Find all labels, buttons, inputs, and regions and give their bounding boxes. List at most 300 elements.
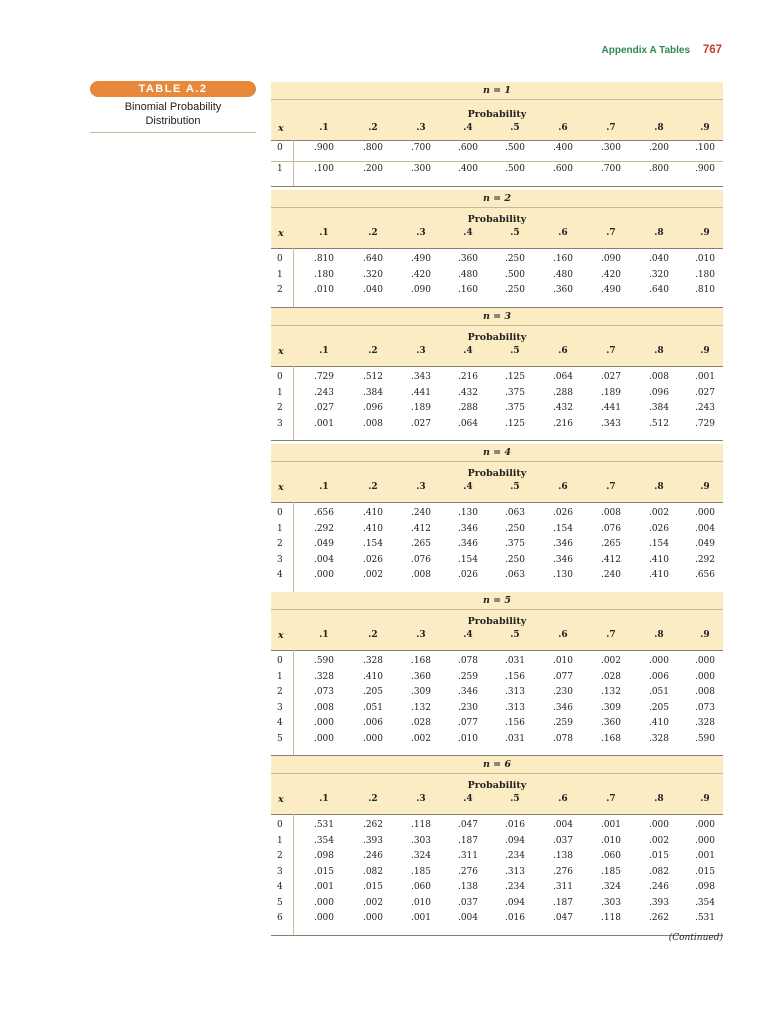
probability-value: .250: [504, 285, 526, 295]
probability-value: .002: [410, 733, 432, 744]
probability-value: .309: [410, 687, 432, 697]
probability-value: .180: [313, 269, 335, 280]
x-column-header: x: [278, 482, 284, 493]
probability-value: .288: [552, 387, 574, 398]
x-value: 6: [277, 913, 283, 923]
probability-column-header: .6: [558, 630, 568, 640]
probability-value: .360: [552, 285, 574, 295]
probability-value: .800: [648, 164, 670, 174]
probability-value: .168: [410, 656, 432, 666]
probability-value: .098: [313, 851, 335, 861]
probability-value: .375: [504, 539, 526, 549]
probability-column-header: .3: [416, 630, 426, 640]
table-row: [271, 164, 723, 179]
probability-value: .154: [457, 554, 479, 565]
probability-value: .154: [362, 539, 384, 549]
probability-value: .410: [648, 718, 670, 728]
table-row: [271, 836, 723, 851]
probability-value: .700: [410, 143, 432, 153]
probability-value: .000: [313, 718, 335, 728]
probability-value: .010: [694, 254, 716, 264]
table-row: [271, 820, 723, 835]
x-value: 4: [277, 718, 283, 728]
block-n-label: n = 5: [271, 592, 723, 610]
probability-value: .700: [600, 164, 622, 174]
probability-value: .037: [552, 835, 574, 846]
probability-value: .412: [410, 523, 432, 534]
table-row: [271, 687, 723, 702]
page-number: 767: [702, 44, 722, 56]
probability-value: .490: [600, 285, 622, 295]
probability-value: .311: [552, 882, 574, 892]
probability-value: .002: [648, 508, 670, 518]
probability-value: .000: [694, 656, 716, 666]
probability-value: .360: [410, 671, 432, 682]
running-head-label: Appendix A Tables: [601, 45, 691, 56]
probability-value: .118: [600, 913, 622, 923]
probability-value: .031: [504, 733, 526, 744]
probability-value: .320: [362, 269, 384, 280]
table-block: [271, 308, 723, 441]
probability-value: .250: [504, 554, 526, 565]
probability-value: .160: [457, 285, 479, 295]
table-block-header: [271, 82, 723, 141]
probability-value: .230: [552, 687, 574, 697]
x-value: 3: [277, 702, 283, 713]
probability-value: .000: [694, 835, 716, 846]
probability-column-header: .2: [368, 794, 378, 804]
probability-value: .100: [694, 143, 716, 153]
probability-value: .063: [504, 570, 526, 580]
probability-column-header: .6: [558, 123, 568, 133]
probability-value: .313: [504, 866, 526, 877]
probability-value: .262: [362, 820, 384, 830]
probability-column-header: .9: [700, 482, 710, 492]
probability-value: .094: [504, 897, 526, 908]
probability-value: .320: [648, 269, 670, 280]
probability-column-header: .4: [463, 123, 473, 133]
x-value: 4: [277, 882, 283, 892]
probability-value: .200: [362, 164, 384, 174]
probability-value: .000: [362, 913, 384, 923]
table-row: [271, 656, 723, 671]
probability-value: .000: [648, 656, 670, 666]
table-caption-line2: Distribution: [145, 115, 201, 127]
probability-value: .026: [362, 554, 384, 565]
probability-value: .060: [600, 851, 622, 861]
table-row: [271, 524, 723, 539]
x-value: 2: [277, 285, 283, 295]
probability-value: .205: [648, 702, 670, 713]
probability-value: .288: [457, 403, 479, 413]
probability-value: .243: [313, 387, 335, 398]
table-row: [271, 285, 723, 300]
probability-value: .073: [694, 702, 716, 713]
probability-column-header: .4: [463, 228, 473, 238]
probability-value: .138: [552, 851, 574, 861]
running-head: [602, 44, 723, 56]
probability-value: .027: [600, 372, 622, 382]
probability-value: .002: [648, 835, 670, 846]
probability-value: .512: [648, 418, 670, 429]
probability-value: .328: [362, 656, 384, 666]
probability-value: .360: [600, 718, 622, 728]
table-block-header: [271, 592, 723, 651]
probability-value: .000: [694, 820, 716, 830]
probability-column-header: .9: [700, 228, 710, 238]
probability-value: .049: [313, 539, 335, 549]
probability-value: .001: [600, 820, 622, 830]
probability-column-header: .4: [463, 346, 473, 356]
probability-value: .246: [362, 851, 384, 861]
probability-column-header: .4: [463, 630, 473, 640]
probability-value: .410: [362, 508, 384, 518]
x-value: 3: [277, 554, 283, 565]
probability-value: .590: [313, 656, 335, 666]
probability-value: .441: [600, 403, 622, 413]
probability-value: .343: [600, 418, 622, 429]
probability-value: .346: [552, 539, 574, 549]
probability-value: .303: [410, 835, 432, 846]
probability-value: .125: [504, 418, 526, 429]
probability-value: .354: [694, 897, 716, 908]
probability-value: .096: [362, 403, 384, 413]
probability-value: .393: [648, 897, 670, 908]
table-block-header: [271, 308, 723, 367]
probability-value: .346: [552, 554, 574, 565]
probability-value: .138: [457, 882, 479, 892]
probability-value: .259: [552, 718, 574, 728]
probability-column-header: .1: [319, 346, 329, 356]
probability-value: .082: [648, 866, 670, 877]
probability-column-header: .3: [416, 482, 426, 492]
probability-value: .205: [362, 687, 384, 697]
probability-value: .656: [694, 570, 716, 580]
probability-value: .420: [410, 269, 432, 280]
x-value: 0: [277, 254, 283, 264]
x-value: 1: [277, 835, 283, 846]
table-row: [271, 867, 723, 882]
probability-value: .010: [313, 285, 335, 295]
probability-value: .656: [313, 508, 335, 518]
probability-value: .230: [457, 702, 479, 713]
x-value: 1: [277, 523, 283, 534]
block-n-label: n = 6: [271, 756, 723, 774]
probability-value: .004: [552, 820, 574, 830]
probability-value: .000: [694, 508, 716, 518]
probability-column-header: .1: [319, 123, 329, 133]
probability-column-header: .8: [654, 630, 664, 640]
table-row: [271, 403, 723, 418]
probability-value: .410: [362, 671, 384, 682]
probability-value: .328: [648, 733, 670, 744]
probability-value: .500: [504, 143, 526, 153]
probability-column-header: .4: [463, 794, 473, 804]
probability-value: .328: [313, 671, 335, 682]
probability-heading: Probability: [467, 780, 527, 791]
probability-value: .343: [410, 372, 432, 382]
table-row: [271, 882, 723, 897]
probability-value: .132: [410, 702, 432, 713]
probability-heading: Probability: [467, 332, 527, 343]
probability-value: .410: [362, 523, 384, 534]
probability-value: .375: [504, 403, 526, 413]
x-column-header: x: [278, 123, 284, 134]
table-row: [271, 388, 723, 403]
table-row: [271, 672, 723, 687]
probability-value: .078: [457, 656, 479, 666]
table-block-body: [271, 650, 723, 755]
probability-value: .031: [504, 656, 526, 666]
probability-value: .185: [600, 866, 622, 877]
probability-value: .001: [694, 372, 716, 382]
probability-value: .015: [694, 866, 716, 877]
probability-value: .324: [600, 882, 622, 892]
x-column-header: x: [278, 794, 284, 805]
probability-value: .027: [694, 387, 716, 398]
table-row: [271, 570, 723, 585]
probability-value: .216: [457, 372, 479, 382]
probability-value: .420: [600, 269, 622, 280]
probability-value: .412: [600, 554, 622, 565]
probability-value: .077: [552, 671, 574, 682]
probability-value: .156: [504, 671, 526, 682]
table-block-header: [271, 444, 723, 503]
probability-column-header: .3: [416, 123, 426, 133]
probability-value: .303: [600, 897, 622, 908]
table-row: [271, 703, 723, 718]
probability-value: .010: [552, 656, 574, 666]
probability-value: .354: [313, 835, 335, 846]
probability-value: .076: [410, 554, 432, 565]
probability-value: .810: [313, 254, 335, 264]
probability-value: .000: [313, 570, 335, 580]
table-caption: [90, 100, 256, 133]
x-value: 2: [277, 403, 283, 413]
probability-value: .027: [410, 418, 432, 429]
probability-value: .000: [648, 820, 670, 830]
probability-value: .185: [410, 866, 432, 877]
x-value: 0: [277, 656, 283, 666]
probability-value: .047: [552, 913, 574, 923]
x-column-header: x: [278, 346, 284, 357]
table-row: [271, 898, 723, 913]
probability-value: .410: [648, 570, 670, 580]
probability-value: .130: [552, 570, 574, 580]
probability-value: .008: [362, 418, 384, 429]
probability-value: .531: [313, 820, 335, 830]
probability-value: .004: [694, 523, 716, 534]
probability-value: .015: [648, 851, 670, 861]
probability-value: .346: [457, 523, 479, 534]
probability-value: .008: [313, 702, 335, 713]
table-block-body: [271, 140, 723, 186]
probability-value: .243: [694, 403, 716, 413]
probability-value: .154: [552, 523, 574, 534]
probability-column-header: .7: [606, 794, 616, 804]
probability-column-header: .9: [700, 123, 710, 133]
table-block-header: [271, 756, 723, 815]
block-n-label: n = 4: [271, 444, 723, 462]
x-value: 0: [277, 820, 283, 830]
probability-value: .531: [694, 913, 716, 923]
probability-value: .002: [362, 570, 384, 580]
probability-value: .008: [648, 372, 670, 382]
probability-value: .187: [552, 897, 574, 908]
probability-value: .082: [362, 866, 384, 877]
probability-column-header: .8: [654, 228, 664, 238]
probability-value: .049: [694, 539, 716, 549]
probability-value: .441: [410, 387, 432, 398]
probability-value: .309: [600, 702, 622, 713]
probability-value: .265: [600, 539, 622, 549]
table-row: [271, 419, 723, 434]
probability-value: .900: [694, 164, 716, 174]
table-block: [271, 756, 723, 936]
probability-value: .094: [504, 835, 526, 846]
probability-value: .313: [504, 687, 526, 697]
x-value: 1: [277, 164, 283, 174]
probability-column-header: .8: [654, 794, 664, 804]
probability-value: .008: [694, 687, 716, 697]
probability-value: .810: [694, 285, 716, 295]
probability-value: .037: [457, 897, 479, 908]
probability-value: .640: [648, 285, 670, 295]
probability-value: .480: [457, 269, 479, 280]
probability-value: .246: [648, 882, 670, 892]
probability-value: .004: [457, 913, 479, 923]
probability-value: .026: [552, 508, 574, 518]
table-block-body: [271, 814, 723, 935]
probability-value: .240: [600, 570, 622, 580]
probability-value: .002: [600, 656, 622, 666]
probability-value: .006: [362, 718, 384, 728]
probability-value: .015: [313, 866, 335, 877]
probability-value: .590: [694, 733, 716, 744]
probability-value: .393: [362, 835, 384, 846]
probability-column-header: .1: [319, 630, 329, 640]
probability-column-header: .5: [510, 123, 520, 133]
table-block-header: [271, 190, 723, 249]
probability-value: .400: [457, 164, 479, 174]
probability-value: .500: [504, 164, 526, 174]
probability-value: .090: [410, 285, 432, 295]
probability-value: .490: [410, 254, 432, 264]
probability-column-header: .1: [319, 794, 329, 804]
probability-value: .130: [457, 508, 479, 518]
x-value: 4: [277, 570, 283, 580]
table-block: [271, 82, 723, 187]
probability-value: .300: [600, 143, 622, 153]
probability-value: .015: [362, 882, 384, 892]
probability-column-header: .7: [606, 630, 616, 640]
probability-value: .432: [457, 387, 479, 398]
x-column-header: x: [278, 228, 284, 239]
table-label: TABLE A.2: [90, 81, 256, 97]
probability-value: .026: [648, 523, 670, 534]
probability-column-header: .9: [700, 630, 710, 640]
probability-value: .073: [313, 687, 335, 697]
probability-value: .800: [362, 143, 384, 153]
probability-value: .051: [362, 702, 384, 713]
probability-value: .346: [457, 687, 479, 697]
probability-value: .002: [362, 897, 384, 908]
probability-value: .292: [313, 523, 335, 534]
probability-value: .189: [600, 387, 622, 398]
probability-column-header: .7: [606, 123, 616, 133]
table-row: [271, 143, 723, 162]
x-value: 1: [277, 387, 283, 398]
probability-column-header: .6: [558, 228, 568, 238]
probability-value: .098: [694, 882, 716, 892]
probability-column-header: .5: [510, 228, 520, 238]
x-value: 0: [277, 143, 283, 153]
probability-value: .060: [410, 882, 432, 892]
probability-value: .016: [504, 913, 526, 923]
probability-value: .118: [410, 820, 432, 830]
probability-value: .400: [552, 143, 574, 153]
table-row: [271, 718, 723, 733]
probability-column-header: .2: [368, 228, 378, 238]
probability-value: .292: [694, 554, 716, 565]
probability-value: .375: [504, 387, 526, 398]
table-block: [271, 190, 723, 308]
probability-column-header: .3: [416, 228, 426, 238]
probability-value: .051: [648, 687, 670, 697]
probability-value: .480: [552, 269, 574, 280]
probability-value: .200: [648, 143, 670, 153]
x-value: 1: [277, 671, 283, 682]
probability-value: .010: [457, 733, 479, 744]
probability-value: .187: [457, 835, 479, 846]
probability-value: .001: [410, 913, 432, 923]
probability-value: .001: [313, 882, 335, 892]
probability-column-header: .6: [558, 482, 568, 492]
block-n-label: n = 3: [271, 308, 723, 326]
probability-value: .100: [313, 164, 335, 174]
probability-value: .027: [313, 403, 335, 413]
probability-value: .384: [362, 387, 384, 398]
probability-value: .262: [648, 913, 670, 923]
probability-column-header: .1: [319, 228, 329, 238]
probability-value: .265: [410, 539, 432, 549]
probability-value: .346: [457, 539, 479, 549]
probability-value: .040: [648, 254, 670, 264]
x-value: 5: [277, 897, 283, 908]
probability-value: .346: [552, 702, 574, 713]
probability-value: .077: [457, 718, 479, 728]
probability-value: .090: [600, 254, 622, 264]
probability-column-header: .8: [654, 346, 664, 356]
probability-value: .064: [552, 372, 574, 382]
probability-column-header: .6: [558, 794, 568, 804]
probability-value: .064: [457, 418, 479, 429]
x-value: 2: [277, 687, 283, 697]
probability-value: .160: [552, 254, 574, 264]
table-block-body: [271, 366, 723, 440]
probability-column-header: .5: [510, 346, 520, 356]
table-row: [271, 372, 723, 387]
table-row: [271, 270, 723, 285]
table-block-body: [271, 248, 723, 307]
probability-value: .300: [410, 164, 432, 174]
x-value: 2: [277, 539, 283, 549]
probability-value: .016: [504, 820, 526, 830]
table-row: [271, 555, 723, 570]
table-row: [271, 913, 723, 928]
probability-column-header: .2: [368, 630, 378, 640]
probability-value: .250: [504, 523, 526, 534]
